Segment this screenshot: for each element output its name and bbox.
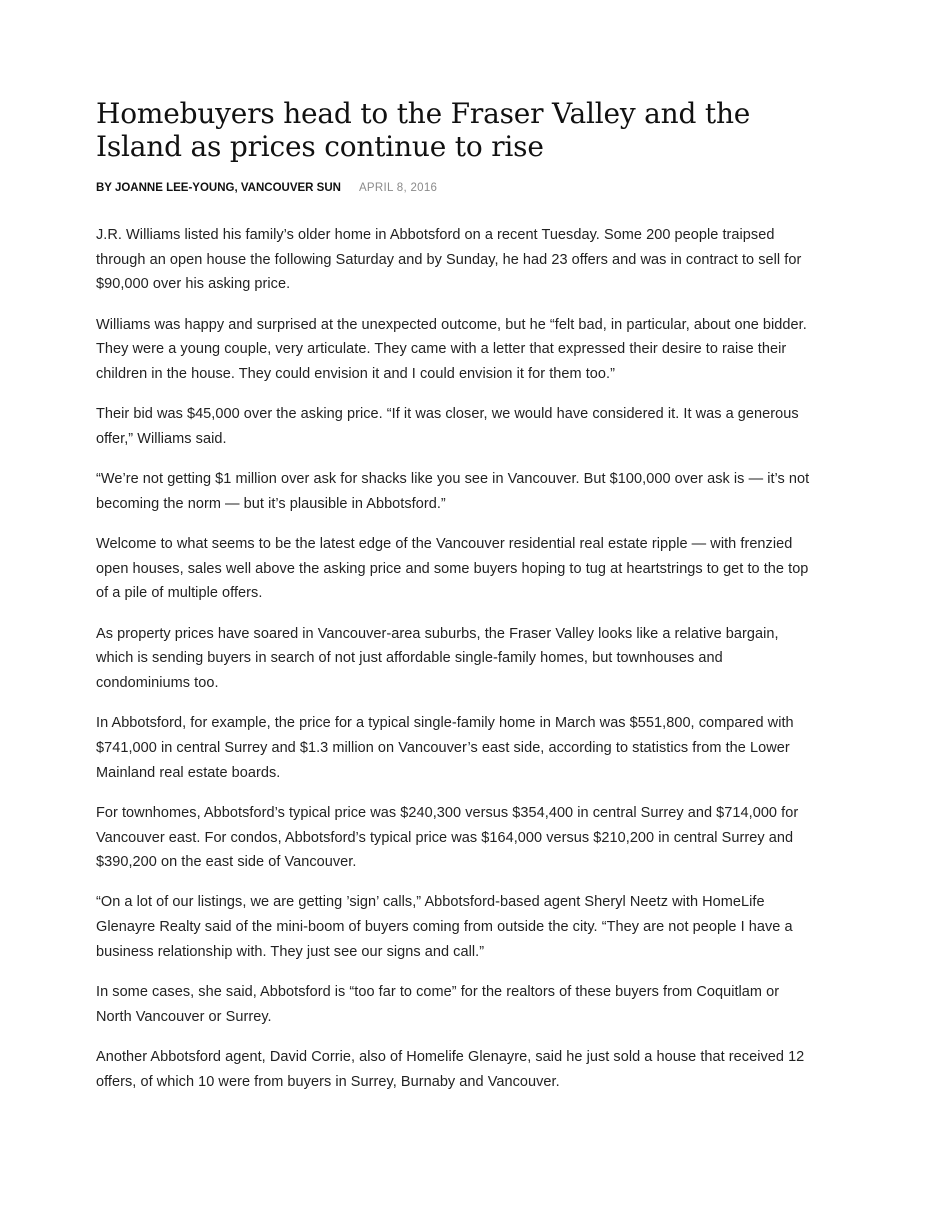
article-paragraph: In some cases, she said, Abbotsford is “too far to come” for the realtors of these buyers from Coquitlam or North Vancouver or Surrey. <box>96 984 780 1025</box>
article-paragraph: “On a lot of our listings, we are getting ’sign’ calls,” Abbotsford-based agent Sheryl Neetz with HomeLife Glenayre Realty said of the mini-boom of buyers coming from outside the city. “They are not people I have a business relationship with. They just see our signs and call.” <box>96 894 793 960</box>
article-paragraph: Welcome to what seems to be the latest edge of the Vancouver residential real estate ripple — with frenzied open houses, sales well above the asking price and some buyers hoping to tug at heartstrings to get to the top of a pile of multiple offers. <box>96 536 809 602</box>
article-page <box>96 97 818 1110</box>
article-paragraph: “We’re not getting $1 million over ask for shacks like you see in Vancouver. But $100,000 over ask is — it’s not becoming the norm — but it’s plausible in Abbotsford.” <box>96 471 810 512</box>
article-paragraph: As property prices have soared in Vancouver-area suburbs, the Fraser Valley looks like a relative bargain, which is sending buyers in search of not just affordable single-family homes, but townhouses and condominiums too. <box>96 625 779 692</box>
article-paragraph: Williams was happy and surprised at the unexpected outcome, but he “felt bad, in particular, about one bidder. They were a young couple, very articulate. They came with a letter that expressed their desire to raise their children in the house. They could envision it and I could envision it for them too.” <box>96 316 807 383</box>
article-paragraph: For townhomes, Abbotsford’s typical price was $240,300 versus $354,400 in central Surrey and $714,000 for Vancouver east. For condos, Abbotsford’s typical price was $164,000 versus $210,200 in central Surrey and $390,200 on the east side of Vancouver. <box>96 804 799 871</box>
article-meta <box>96 180 818 196</box>
article-body <box>96 223 818 1094</box>
article-headline: Homebuyers head to the Fraser Valley and the Island as prices continue to rise <box>96 97 751 163</box>
publish-date: APRIL 8, 2016 <box>358 182 438 194</box>
article-paragraph: J.R. Williams listed his family’s older home in Abbotsford on a recent Tuesday. Some 200 people traipsed through an open house the following Saturday and by Sunday, he had 23 offers and was in contract to sell for $90,000 over his asking price. <box>96 227 802 293</box>
author-byline: BY JOANNE LEE-YOUNG, VANCOUVER SUN <box>96 182 341 194</box>
article-paragraph: Another Abbotsford agent, David Corrie, also of Homelife Glenayre, said he just sold a house that received 12 offers, of which 10 were from buyers in Surrey, Burnaby and Vancouver. <box>96 1048 805 1090</box>
article-paragraph: In Abbotsford, for example, the price for a typical single-family home in March was $551,800, compared with $741,000 in central Surrey and $1.3 million on Vancouver’s east side, according to statistics from the Lower Mainland real estate boards. <box>96 715 794 781</box>
article-paragraph: Their bid was $45,000 over the asking price. “If it was closer, we would have considered it. It was a generous offer,” Williams said. <box>96 406 799 447</box>
